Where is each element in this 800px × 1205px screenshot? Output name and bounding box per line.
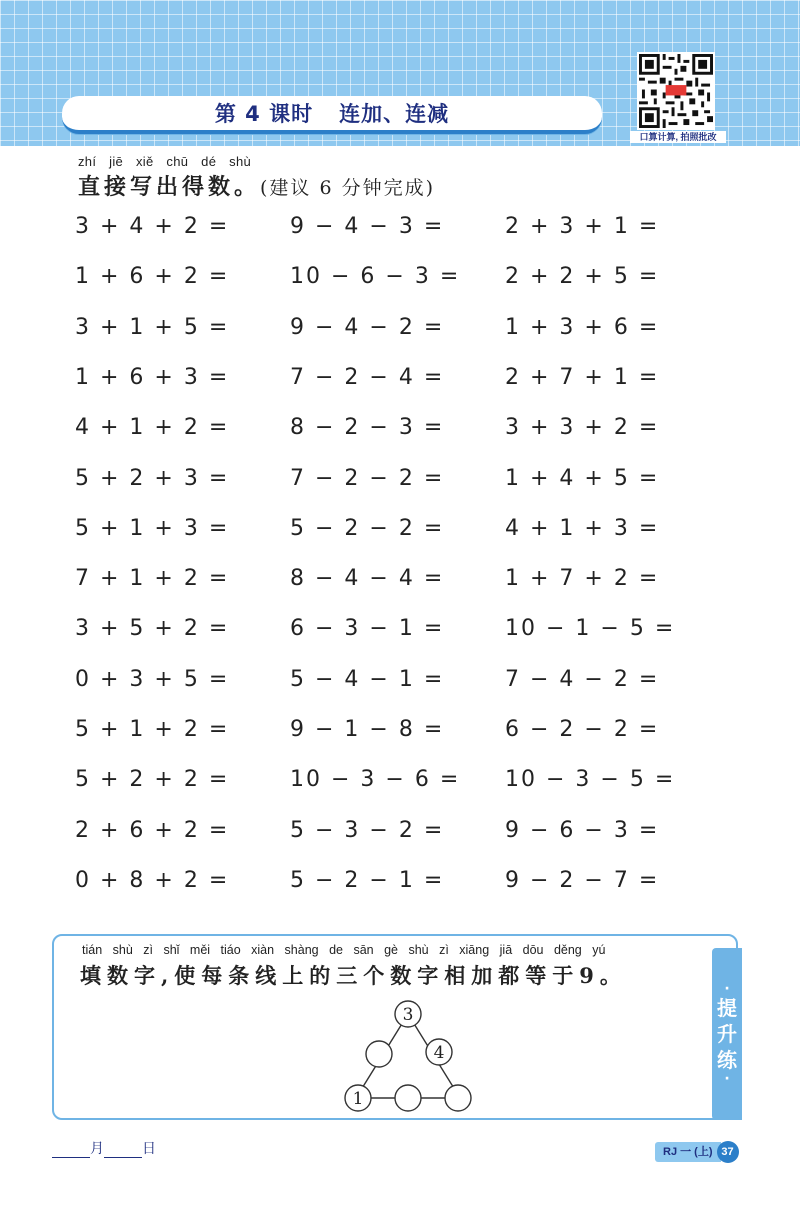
- problem-expression[interactable]: 7 − 2 − 2 =: [290, 465, 445, 491]
- problem-row: [0, 466, 800, 516]
- problem-expression[interactable]: 4 + 1 + 3 =: [505, 515, 660, 541]
- problem-expression[interactable]: 5 − 2 − 1 =: [290, 867, 445, 893]
- problem-row: [0, 214, 800, 264]
- problem-expression[interactable]: 3 + 5 + 2 =: [75, 616, 230, 642]
- lesson-number: 第 4 课时: [214, 102, 314, 126]
- problem-expression[interactable]: 5 + 2 + 3 =: [75, 465, 230, 491]
- problem-expression[interactable]: 10 − 6 − 3 =: [290, 264, 461, 290]
- page-tag: [655, 1142, 739, 1162]
- problem-expression[interactable]: 1 + 3 + 6 =: [505, 314, 660, 340]
- instruction-pinyin: zhí jiē xiě chū dé shù: [78, 154, 252, 169]
- circle-top-value: 3: [402, 1005, 414, 1025]
- problem-row: [0, 868, 800, 918]
- problem-expression[interactable]: 9 − 1 − 8 =: [290, 717, 445, 742]
- problem-row: [0, 365, 800, 415]
- problem-row: [0, 415, 800, 465]
- number-triangle: [330, 996, 490, 1120]
- problem-expression[interactable]: 1 + 7 + 2 =: [505, 566, 660, 592]
- problem-expression[interactable]: 3 + 4 + 2 =: [75, 214, 230, 239]
- problem-expression[interactable]: 5 − 4 − 1 =: [290, 666, 445, 692]
- side-tab-dot-top: ·: [724, 981, 730, 997]
- lesson-topic: 连加、连减: [339, 102, 450, 126]
- problem-expression[interactable]: 8 − 2 − 3 =: [290, 415, 445, 441]
- circle-bottom-left-value: 1: [352, 1089, 364, 1109]
- problem-expression[interactable]: 3 + 1 + 5 =: [75, 314, 230, 340]
- problem-expression[interactable]: 7 − 2 − 4 =: [290, 364, 445, 390]
- date-field: [52, 1138, 156, 1158]
- problem-expression[interactable]: 6 − 3 − 1 =: [290, 616, 445, 642]
- problem-row: [0, 667, 800, 717]
- instruction-text: [78, 170, 435, 201]
- circle-bottom-middle[interactable]: [395, 1085, 421, 1111]
- problem-expression[interactable]: 5 + 1 + 3 =: [75, 515, 230, 541]
- problem-expression[interactable]: 2 + 7 + 1 =: [505, 364, 660, 390]
- circle-right-middle-value: 4: [433, 1043, 445, 1063]
- problem-row: [0, 818, 800, 868]
- problem-expression[interactable]: 0 + 8 + 2 =: [75, 867, 230, 893]
- edition-label: RJ 一 (上): [655, 1142, 721, 1162]
- month-blank[interactable]: [52, 1143, 90, 1158]
- problem-expression[interactable]: 0 + 3 + 5 =: [75, 666, 230, 692]
- problem-expression[interactable]: 5 − 3 − 2 =: [290, 817, 445, 843]
- problem-expression[interactable]: 10 − 3 − 6 =: [290, 767, 461, 793]
- problem-expression[interactable]: 1 + 4 + 5 =: [505, 465, 660, 491]
- day-label: 日: [142, 1140, 156, 1156]
- side-tab-dot-bottom: ·: [724, 1071, 730, 1087]
- instruction-main: 直接写出得数。: [78, 174, 261, 200]
- side-tab-improvement: [712, 948, 742, 1120]
- problem-expression[interactable]: 5 + 2 + 2 =: [75, 767, 230, 793]
- problem-expression[interactable]: 9 − 6 − 3 =: [505, 817, 660, 843]
- practice-pinyin: tián shù zì shǐ měi tiáo xiàn shàng de sān gè shù zì xiāng jiā dōu děng yú: [82, 943, 606, 957]
- problem-expression[interactable]: 3 + 3 + 2 =: [505, 415, 660, 441]
- problem-row: [0, 516, 800, 566]
- qr-code-icon: [639, 54, 713, 128]
- problem-expression[interactable]: 7 − 4 − 2 =: [505, 666, 660, 692]
- problem-expression[interactable]: 1 + 6 + 2 =: [75, 264, 230, 290]
- circle-bottom-right[interactable]: [445, 1085, 471, 1111]
- instruction-hint: (建议 6 分钟完成): [260, 177, 436, 199]
- problem-expression[interactable]: 2 + 3 + 1 =: [505, 214, 660, 239]
- problem-expression[interactable]: 8 − 4 − 4 =: [290, 566, 445, 592]
- problem-row: [0, 717, 800, 767]
- problem-row: [0, 767, 800, 817]
- qr-code[interactable]: [637, 52, 715, 130]
- lesson-title-banner: [62, 96, 602, 134]
- problem-expression[interactable]: 2 + 2 + 5 =: [505, 264, 660, 290]
- side-tab-char-2: 升: [717, 1022, 737, 1046]
- problem-expression[interactable]: 4 + 1 + 2 =: [75, 415, 230, 441]
- day-blank[interactable]: [104, 1143, 142, 1158]
- problem-expression[interactable]: 1 + 6 + 3 =: [75, 364, 230, 390]
- month-label: 月: [90, 1140, 104, 1156]
- problem-row: [0, 566, 800, 616]
- page-number: 37: [717, 1141, 739, 1163]
- problem-expression[interactable]: 6 − 2 − 2 =: [505, 717, 660, 742]
- side-tab-char-3: 练: [717, 1048, 737, 1072]
- problem-expression[interactable]: 10 − 1 − 5 =: [505, 616, 676, 642]
- problem-expression[interactable]: 2 + 6 + 2 =: [75, 817, 230, 843]
- side-tab-char-1: 提: [717, 996, 737, 1020]
- problem-expression[interactable]: 9 − 4 − 2 =: [290, 314, 445, 340]
- problem-row: [0, 315, 800, 365]
- problem-expression[interactable]: 10 − 3 − 5 =: [505, 767, 676, 793]
- problem-expression[interactable]: 5 + 1 + 2 =: [75, 717, 230, 742]
- problem-expression[interactable]: 7 + 1 + 2 =: [75, 566, 230, 592]
- problem-expression[interactable]: 9 − 2 − 7 =: [505, 867, 660, 893]
- problem-expression[interactable]: 5 − 2 − 2 =: [290, 515, 445, 541]
- qr-caption: 口算计算, 拍照批改: [630, 131, 726, 143]
- practice-instruction: 填数字,使每条线上的三个数字相加都等于9。: [80, 963, 627, 988]
- problem-row: [0, 264, 800, 314]
- problem-row: [0, 616, 800, 666]
- circle-left-middle[interactable]: [366, 1041, 392, 1067]
- problem-expression[interactable]: 9 − 4 − 3 =: [290, 214, 445, 239]
